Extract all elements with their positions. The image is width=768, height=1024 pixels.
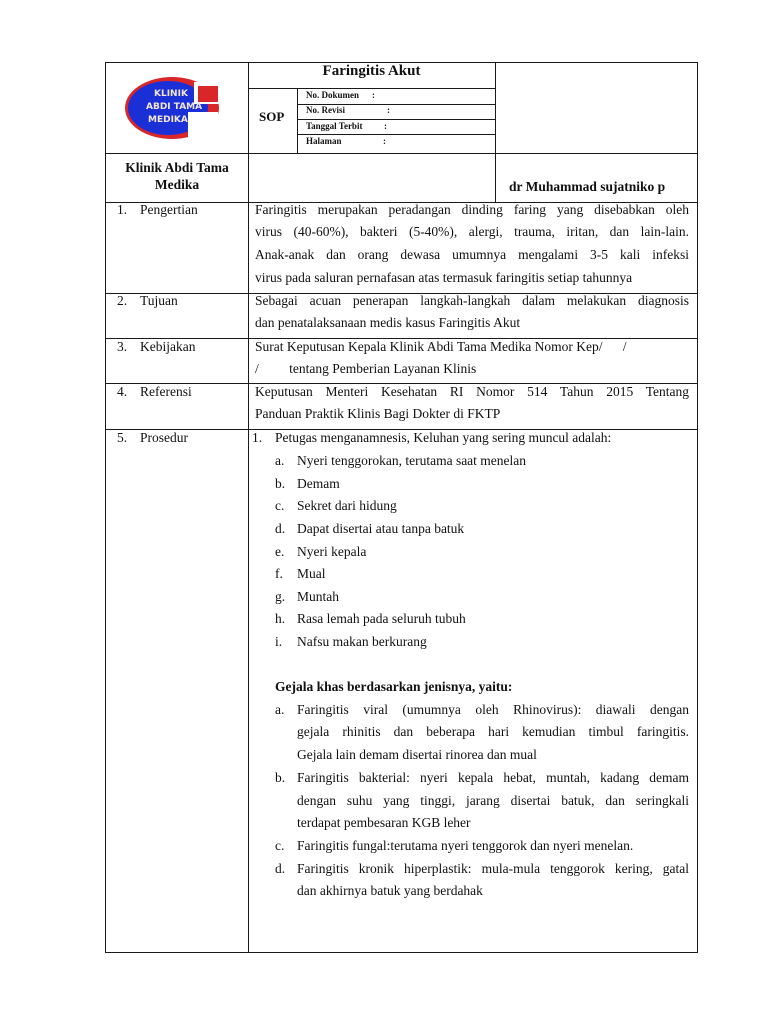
meta-line-3 [297, 134, 496, 135]
symptom-marker: c. [275, 498, 285, 513]
type-line: terdapat pembesaran KGB leher [297, 815, 471, 830]
clinic-logo-svg [124, 72, 224, 142]
symptom-item: Demam [297, 476, 340, 491]
meta-label-revisi: No. Revisi [306, 105, 345, 115]
symptom-marker: h. [275, 611, 286, 626]
pengertian-line-3: Anak-anak dan orang dewasa umumnya mengalami 3-5 kali infeksi [255, 247, 689, 262]
document-title: Faringitis Akut [322, 63, 421, 79]
symptom-marker: g. [275, 589, 286, 604]
type-marker: a. [275, 702, 285, 717]
symptom-marker: f. [275, 566, 283, 581]
referensi-line-2: Panduan Praktik Klinis Bagi Dokter di FKTP [255, 406, 501, 421]
gejala-heading: Gejala khas berdasarkan jenisnya, yaitu: [275, 679, 513, 694]
section-1-num: 1. [117, 202, 128, 217]
pengertian-line-1: Faringitis merupakan peradangan dinding faring yang disebabkan oleh [255, 202, 689, 217]
section-5-num: 5. [117, 430, 128, 445]
section-2-name: Tujuan [140, 293, 178, 308]
header-row-line [105, 153, 698, 154]
meta-label-dokumen: No. Dokumen [306, 90, 360, 100]
doctor-name: dr Muhammad sujatniko p [509, 179, 666, 194]
type-line: gejala rhinitis dan beberapa hari kemudian timbul faringitis. [297, 724, 689, 739]
type-line: dan akhirnya batuk yang berdahak [297, 883, 483, 898]
pengertian-line-4: virus pada saluran pernafasan atas termasuk faringitis setiap tahunnya [255, 270, 633, 285]
clinic-logo [124, 72, 224, 142]
pengertian-line-2: virus (40-60%), bakteri (5-40%), alergi, trauma, iritan, dan lain-lain. [255, 224, 689, 239]
meta-label-halaman: Halaman [306, 136, 342, 146]
section-5-name: Prosedur [140, 430, 188, 445]
logo-text-3: MEDIKA [148, 115, 188, 125]
type-line: dengan suhu yang tinggi, jarang disertai batuk, dan seringkali [297, 793, 689, 808]
table-border-bottom [105, 952, 698, 953]
symptom-item: Nyeri tenggorokan, terutama saat menelan [297, 453, 527, 468]
symptom-marker: i. [275, 634, 283, 649]
meta-value-dokumen: : [372, 90, 375, 100]
meta-value-halaman: : [383, 136, 386, 146]
kebijakan-line-1: Surat Keputusan Kepala Klinik Abdi Tama Medika Nomor Kep/ / [255, 339, 627, 354]
logo-cross-bottom [188, 112, 218, 138]
meta-value-revisi: : [387, 105, 390, 115]
symptom-marker: a. [275, 453, 285, 468]
sop-col-divider [297, 88, 298, 153]
table-col-divider [248, 62, 249, 953]
logo-text-1: KLINIK [154, 89, 188, 99]
symptom-marker: b. [275, 476, 286, 491]
table-col-divider-right [495, 62, 496, 202]
type-line: Faringitis viral (umumnya oleh Rhinovirus): diawali dengan [297, 702, 689, 717]
logo-text-2: ABDI TAMA [146, 102, 203, 112]
symptom-item: Mual [297, 566, 326, 581]
section-3-num: 3. [117, 339, 128, 354]
section-4-name: Referensi [140, 384, 192, 399]
table-border-right [697, 62, 698, 953]
symptom-item: Dapat disertai atau tanpa batuk [297, 521, 465, 536]
symptom-item: Muntah [297, 589, 339, 604]
type-line: Faringitis kronik hiperplastik: mula-mula tenggorok kering, gatal [297, 861, 689, 876]
type-line: Faringitis bakterial: nyeri kepala hebat, muntah, kadang demam [297, 770, 689, 785]
referensi-line-1: Keputusan Menteri Kesehatan RI Nomor 514 Tahun 2015 Tentang [255, 384, 689, 399]
type-line: Faringitis fungal:terutama nyeri tenggorok dan nyeri menelan. [297, 838, 634, 853]
tujuan-line-1: Sebagai acuan penerapan langkah-langkah dalam melakukan diagnosis [255, 293, 689, 308]
clinic-name-line1: Klinik Abdi Tama [125, 160, 229, 175]
kebijakan-line-2: / tentang Pemberian Layanan Klinis [255, 361, 477, 376]
tujuan-line-2: dan penatalaksanaan medis kasus Faringitis Akut [255, 315, 521, 330]
meta-value-tanggal: : [384, 121, 387, 131]
table-border-left [105, 62, 106, 953]
symptom-item: Rasa lemah pada seluruh tubuh [297, 611, 466, 626]
type-line: Gejala lain demam disertai rinorea dan mual [297, 747, 537, 762]
symptom-item: Sekret dari hidung [297, 498, 397, 513]
prosedur-step-1-num: 1. [252, 430, 263, 445]
symptom-item: Nyeri kepala [297, 544, 367, 559]
section-1-name: Pengertian [140, 202, 198, 217]
type-marker: d. [275, 861, 286, 876]
section-2-num: 2. [117, 293, 128, 308]
symptom-item: Nafsu makan berkurang [297, 634, 427, 649]
type-marker: b. [275, 770, 286, 785]
type-marker: c. [275, 838, 285, 853]
section-3-name: Kebijakan [140, 339, 196, 354]
logo-cross-red [198, 86, 218, 102]
sop-label: SOP [259, 109, 285, 124]
prosedur-step-1: Petugas menganamnesis, Keluhan yang sering muncul adalah: [275, 430, 612, 445]
symptom-marker: e. [275, 544, 285, 559]
symptom-marker: d. [275, 521, 286, 536]
section-4-num: 4. [117, 384, 128, 399]
title-row-line [248, 88, 496, 89]
meta-label-tanggal: Tanggal Terbit [306, 121, 363, 131]
meta-line-2 [297, 119, 496, 120]
clinic-name-line2: Medika [154, 177, 200, 192]
